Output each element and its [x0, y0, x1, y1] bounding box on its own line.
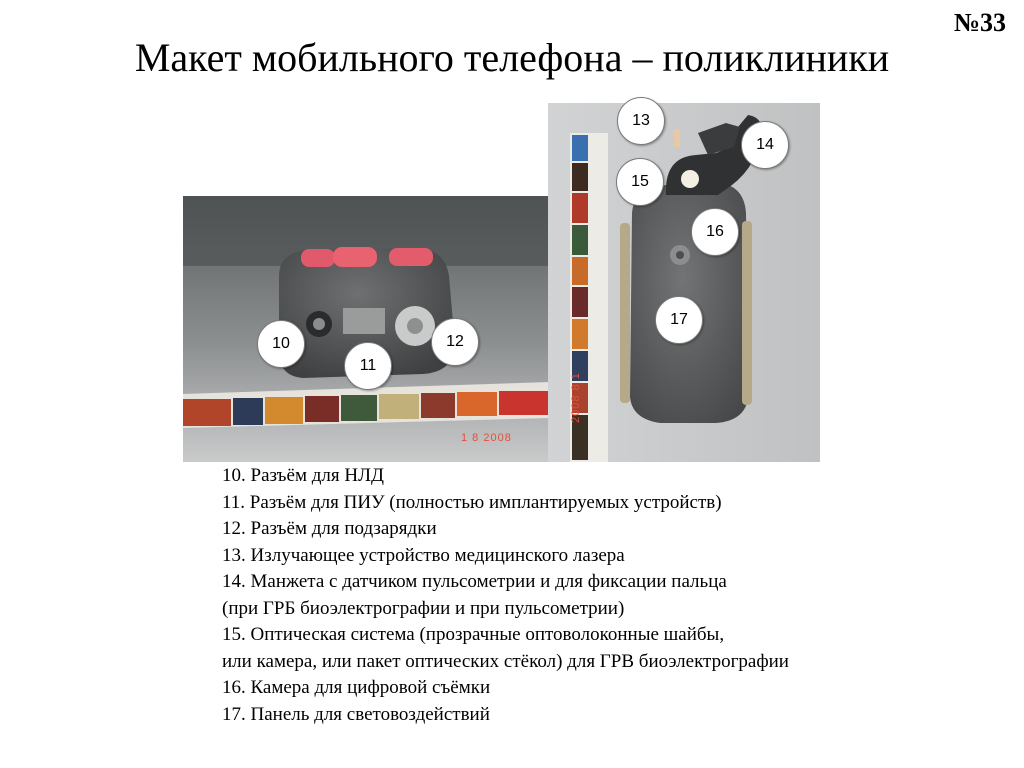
callout-16: 16 — [691, 208, 739, 256]
legend-item: (при ГРБ биоэлектрографии и при пульсометрии) — [222, 597, 625, 619]
legend-item: 12. Разъём для подзарядки — [222, 518, 437, 539]
page-title: Макет мобильного телефона – поликлиники — [134, 35, 890, 80]
callout-11: 11 — [344, 342, 392, 390]
date-stamp-left: 1 8 2008 — [461, 432, 512, 444]
legend-item: 13. Излучающее устройство медицинского лазера — [222, 544, 625, 566]
legend-item: 17. Панель для световоздействий — [222, 703, 490, 725]
device-front-illustration — [183, 196, 550, 462]
callout-13: 13 — [617, 97, 665, 145]
legend-item: 10. Разъём для НЛД — [222, 465, 384, 486]
device-front-photo — [183, 196, 550, 462]
legend-item: или камера, или пакет оптических стёкол) для ГРВ биоэлектрографии — [222, 650, 789, 672]
callout-14: 14 — [741, 121, 789, 169]
legend-item: 16. Камера для цифровой съёмки — [222, 677, 491, 698]
legend-item: 15. Оптическая система (прозрачные оптоволоконные шайбы, — [222, 624, 725, 645]
callout-10: 10 — [257, 320, 305, 368]
slide-number: №33 — [953, 8, 1006, 37]
callout-12: 12 — [431, 318, 479, 366]
legend-list — [222, 463, 962, 728]
callout-17: 17 — [655, 296, 703, 344]
callout-15: 15 — [616, 158, 664, 206]
date-stamp-right: 2008 8 1 — [570, 372, 582, 423]
legend-item: 11. Разъём для ПИУ (полностью имплантируемых устройств) — [222, 491, 722, 513]
legend-item: 14. Манжета с датчиком пульсометрии и для фиксации пальца — [222, 571, 727, 592]
